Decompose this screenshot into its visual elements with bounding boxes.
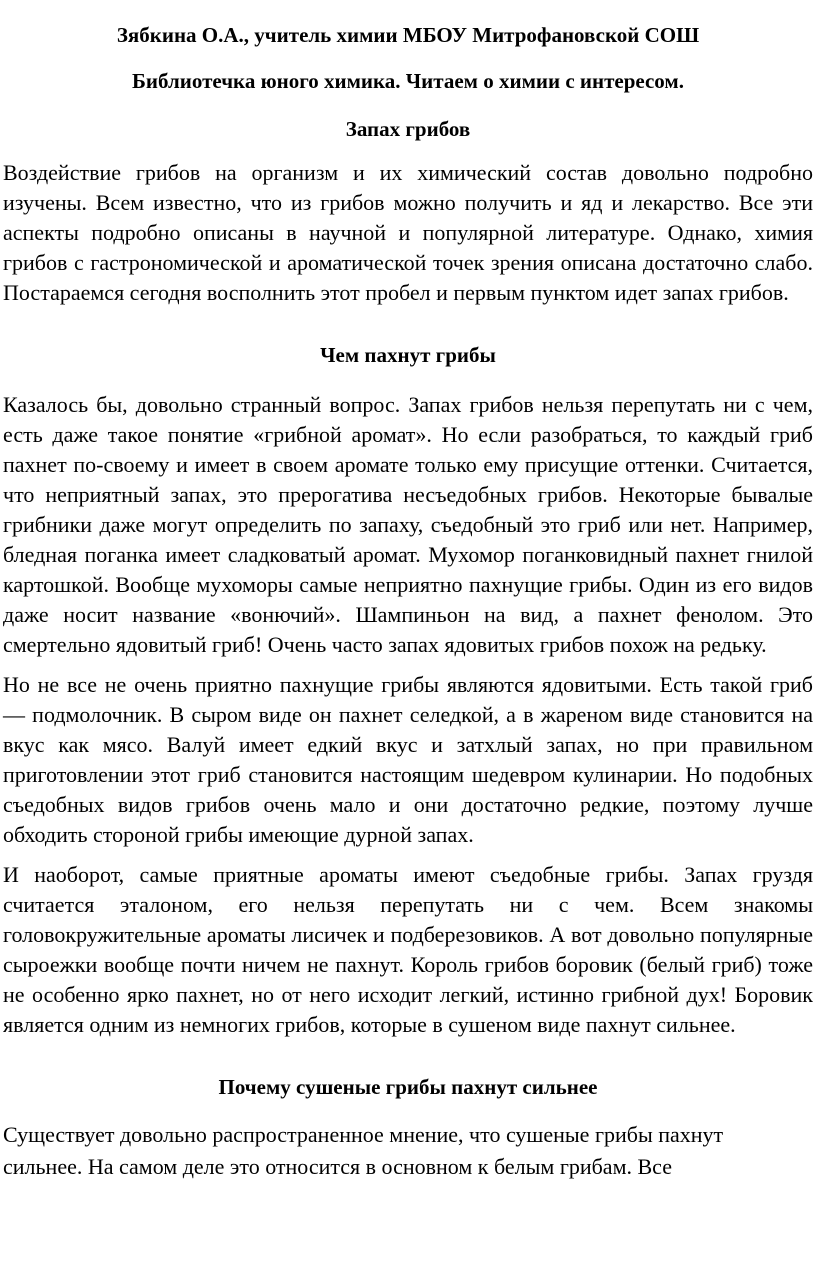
section1-paragraph-1: Казалось бы, довольно странный вопрос. Запах грибов нельзя перепутать ни с чем, есть даже такое понятие «грибной аромат». Но если разобраться, то каждый гриб пахнет по-своему и имеет в своем аромате только ему присущие оттенки. Считается, что неприятный запах, это прерогатива несъедобных грибов. Некоторые бывалые грибники даже могут определить по запаху, съедобный это гриб или нет. Например, бледная поганка имеет сладковатый аромат. Мухомор поганковидный пахнет гнилой картошкой. Вообще мухоморы самые неприятно пахнущие грибы. Один из его видов даже носит название «вонючий». Шампиньон на вид, а пахнет фенолом. Это смертельно ядовитый гриб! Очень часто запах ядовитых грибов похож на редьку. bbox=[3, 392, 813, 657]
series-line: Библиотечка юного химика. Читаем о химии с интересом. bbox=[132, 69, 684, 93]
intro-paragraph: Воздействие грибов на организм и их химический состав довольно подробно изучены. Всем известно, что из грибов можно получить и яд и лекарство. Все эти аспекты подробно описаны в научной и популярной литературе. Однако, химия грибов с гастрономической и ароматической точек зрения описана достаточно слабо. Постараемся сегодня восполнить этот пробел и первым пунктом идет запах грибов. bbox=[3, 160, 813, 305]
section1-paragraph-3: И наоборот, самые приятные ароматы имеют съедобные грибы. Запах груздя считается эталоном, его нельзя перепутать ни с чем. Всем знакомы головокружительные ароматы лисичек и подберезовиков. А вот довольно популярные сыроежки вообще почти ничем не пахнут. Король грибов боровик (белый гриб) тоже не особенно ярко пахнет, но от него исходит легкий, истинно грибной дух! Боровик является одним из немногих грибов, которые в сушеном виде пахнут сильнее. bbox=[3, 862, 813, 1037]
section-heading-smell: Чем пахнут грибы bbox=[320, 343, 496, 367]
section-heading-dried: Почему сушеные грибы пахнут сильнее bbox=[218, 1075, 598, 1099]
document-title: Запах грибов bbox=[345, 117, 471, 141]
section2-line-1: Существует довольно распространенное мнение, что сушеные грибы пахнут bbox=[3, 1122, 724, 1147]
author-line: Зябкина О.А., учитель химии МБОУ Митрофановской СОШ bbox=[116, 23, 700, 47]
section1-paragraph-2: Но не все не очень приятно пахнущие грибы являются ядовитыми. Есть такой гриб — подмолочник. В сыром виде он пахнет селедкой, а в жареном виде становится на вкус как мясо. Валуй имеет едкий вкус и затхлый запах, но при правильном приготовлении этот гриб становится настоящим шедевром кулинарии. Но подобных съедобных видов грибов очень мало и они достаточно редкие, поэтому лучше обходить стороной грибы имеющие дурной запах. bbox=[3, 672, 813, 847]
section2-line-2: сильнее. На самом деле это относится в основном к белым грибам. Все bbox=[3, 1154, 672, 1179]
